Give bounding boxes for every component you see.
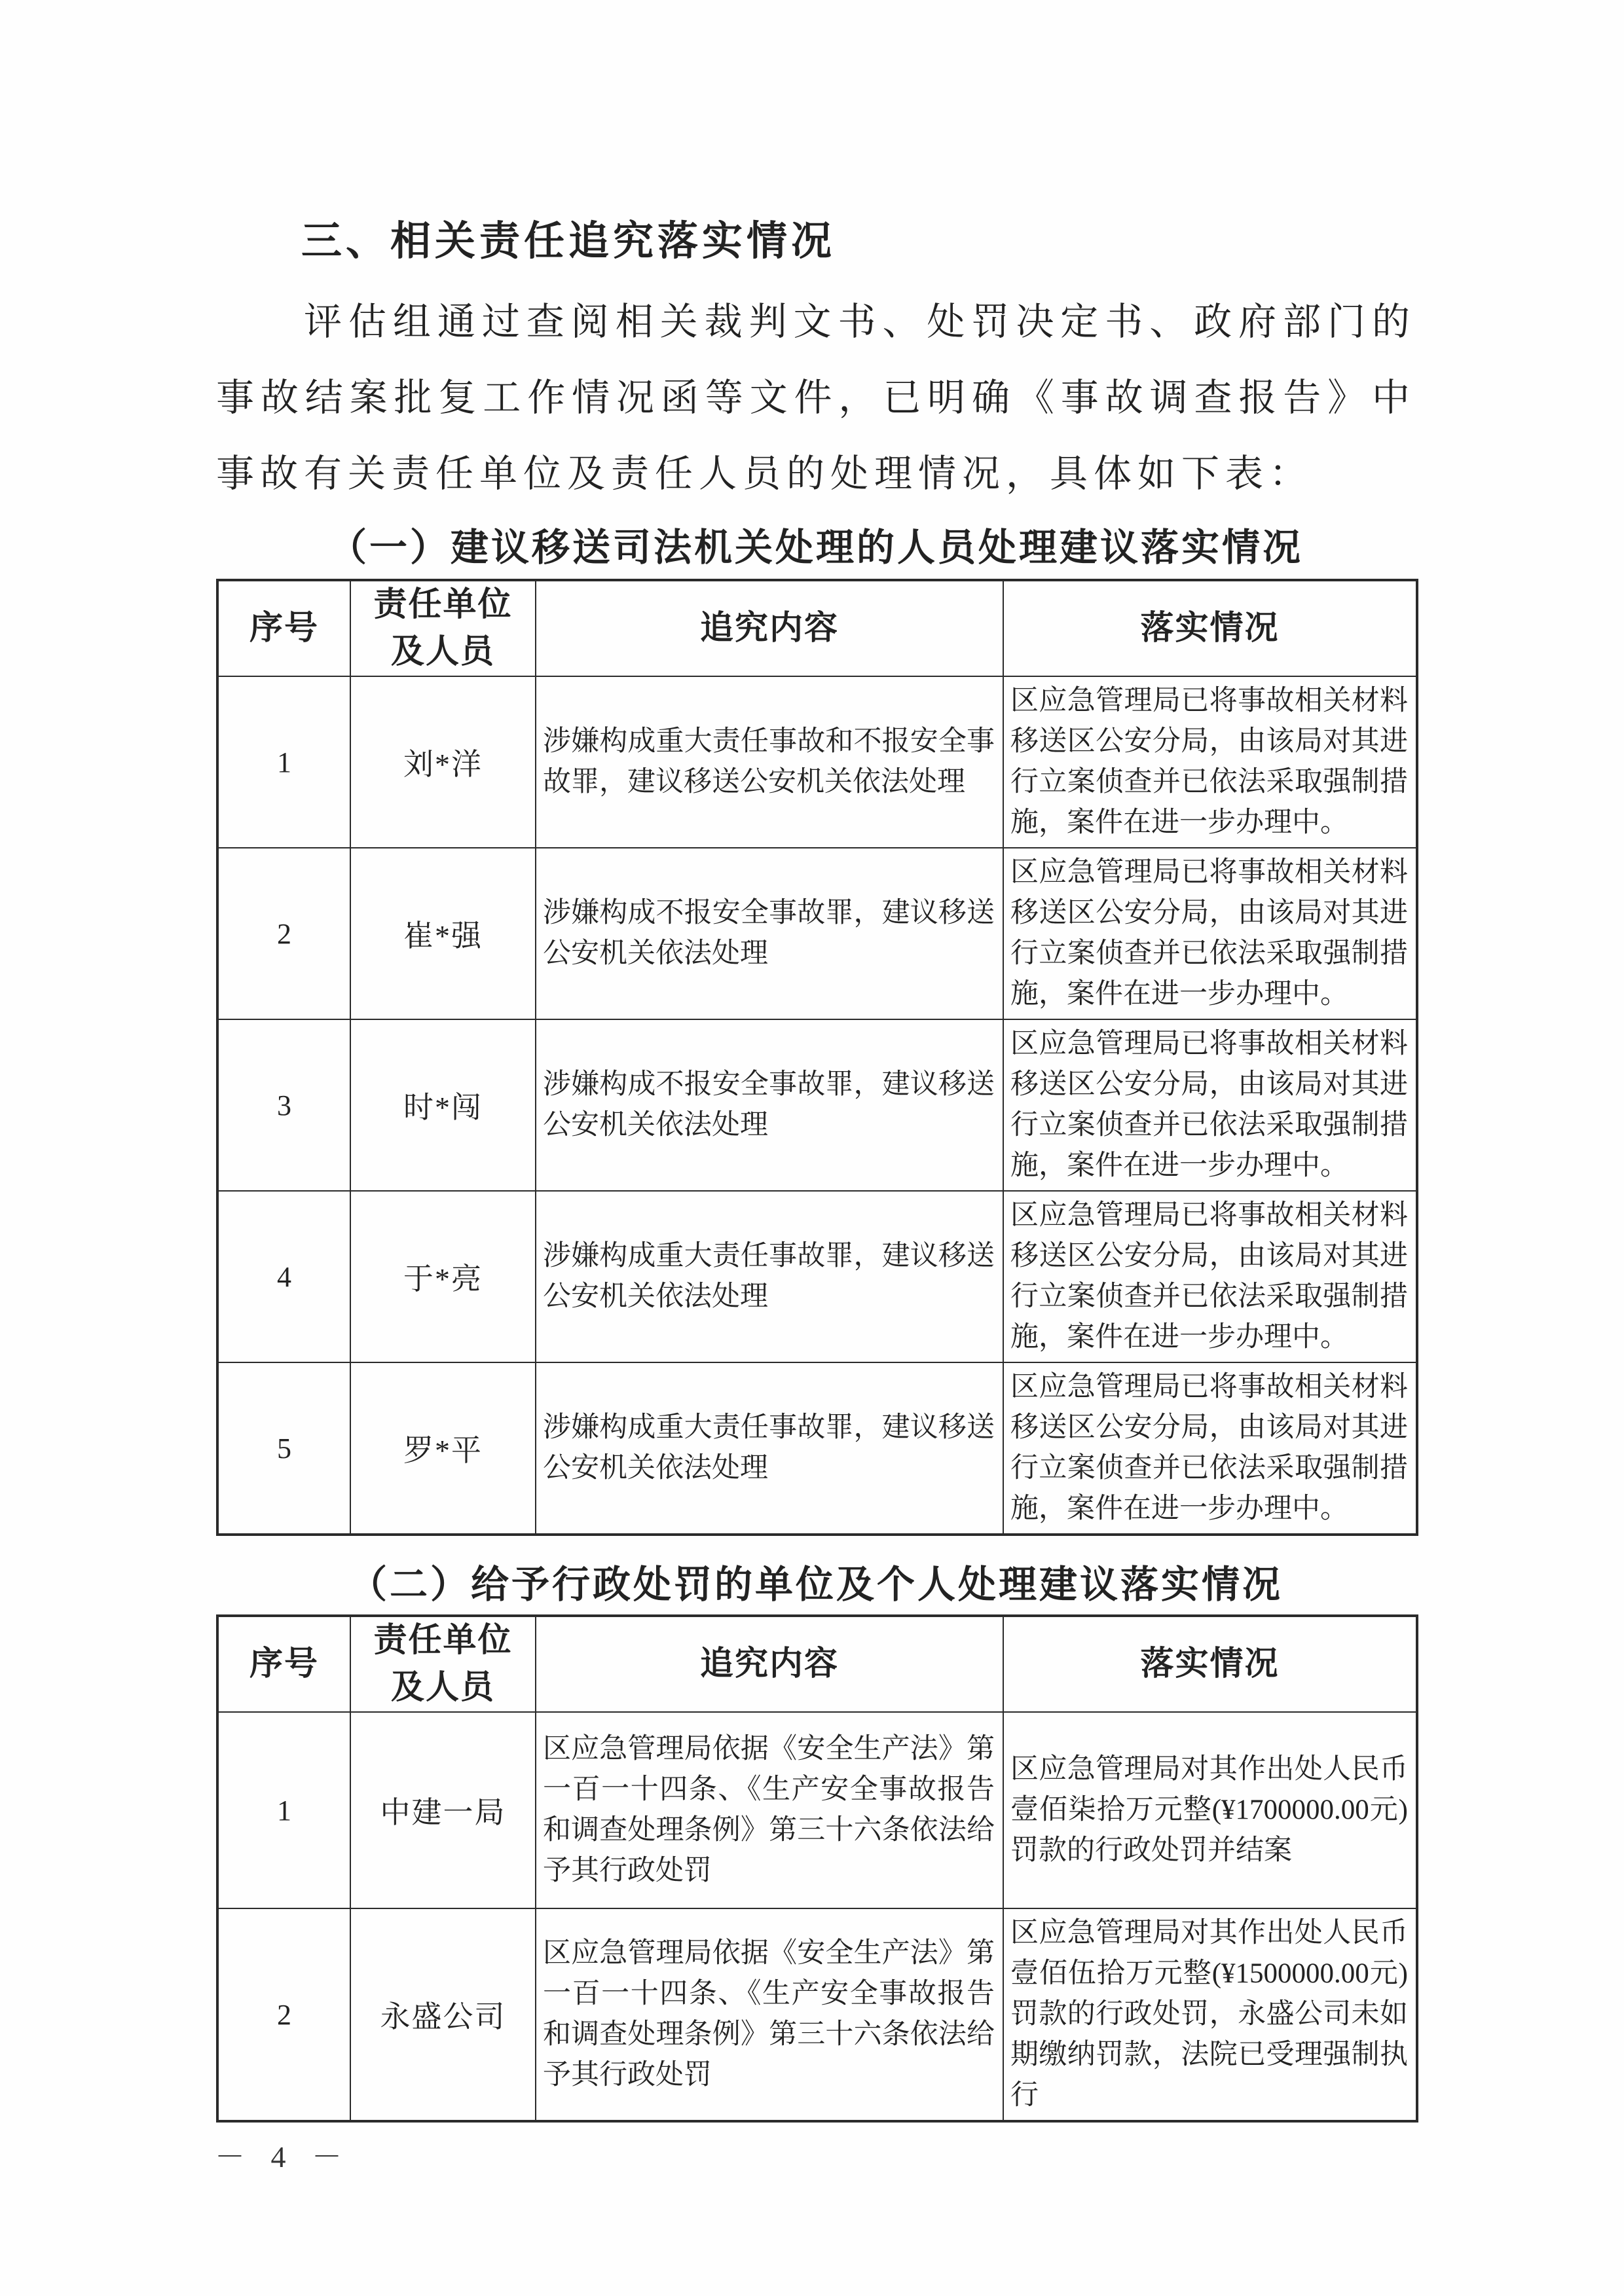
col-header-seq: 序号 — [217, 1616, 350, 1712]
section-title: 三、相关责任追究落实情况 — [301, 219, 836, 264]
cell-party: 中建一局 — [350, 1712, 536, 1908]
table-row — [217, 1712, 1417, 1908]
cell-party: 时*闯 — [350, 1019, 536, 1191]
intro-paragraph: 评估组通过查阅相关裁判文书、处罚决定书、政府部门的事故结案批复工作情况函等文件，已明确《事故调查报告》中事故有关责任单位及责任人员的处理情况，具体如下表： — [216, 301, 1416, 495]
table-header-row — [217, 1616, 1417, 1712]
judicial-transfer-table — [216, 579, 1418, 1536]
cell-status: 区应急管理局已将事故相关材料移送区公安分局，由该局对其进行立案侦查并已依法采取强制措施，案件在进一步办理中。 — [1003, 848, 1417, 1019]
table-row — [217, 1019, 1417, 1191]
table-row — [217, 848, 1417, 1019]
cell-party: 于*亮 — [350, 1191, 536, 1362]
table-row — [217, 1362, 1417, 1535]
cell-status: 区应急管理局已将事故相关材料移送区公安分局，由该局对其进行立案侦查并已依法采取强制措施，案件在进一步办理中。 — [1003, 676, 1417, 848]
col-header-seq: 序号 — [217, 580, 350, 676]
cell-status: 区应急管理局已将事故相关材料移送区公安分局，由该局对其进行立案侦查并已依法采取强制措施，案件在进一步办理中。 — [1003, 1191, 1417, 1362]
cell-status: 区应急管理局已将事故相关材料移送区公安分局，由该局对其进行立案侦查并已依法采取强制措施，案件在进一步办理中。 — [1003, 1019, 1417, 1191]
table-row — [217, 1191, 1417, 1362]
cell-party: 永盛公司 — [350, 1908, 536, 2121]
table-row — [217, 676, 1417, 848]
cell-content: 涉嫌构成重大责任事故罪，建议移送公安机关依法处理 — [536, 1191, 1003, 1362]
cell-seq: 2 — [217, 848, 350, 1019]
table-2-heading: （二）给予行政处罚的单位及个人处理建议落实情况 — [348, 1563, 1283, 1606]
page-number: － 4 － — [215, 2140, 351, 2174]
cell-seq: 5 — [217, 1362, 350, 1535]
cell-status: 区应急管理局对其作出处人民币壹佰伍拾万元整(¥1500000.00元)罚款的行政处罚，永盛公司未如期缴纳罚款，法院已受理强制执行 — [1003, 1908, 1417, 2121]
cell-content: 区应急管理局依据《安全生产法》第一百一十四条、《生产安全事故报告和调查处理条例》第三十六条依法给予其行政处罚 — [536, 1712, 1003, 1908]
cell-seq: 1 — [217, 676, 350, 848]
administrative-penalty-table — [216, 1614, 1418, 2123]
col-header-status: 落实情况 — [1003, 1616, 1417, 1712]
col-header-party: 责任单位及人员 — [350, 580, 536, 676]
col-header-status: 落实情况 — [1003, 580, 1417, 676]
col-header-content: 追究内容 — [536, 1616, 1003, 1712]
cell-party: 刘*洋 — [350, 676, 536, 848]
col-header-content: 追究内容 — [536, 580, 1003, 676]
cell-seq: 4 — [217, 1191, 350, 1362]
cell-content: 涉嫌构成不报安全事故罪，建议移送公安机关依法处理 — [536, 848, 1003, 1019]
cell-seq: 3 — [217, 1019, 350, 1191]
cell-party: 崔*强 — [350, 848, 536, 1019]
cell-content: 涉嫌构成重大责任事故罪，建议移送公安机关依法处理 — [536, 1362, 1003, 1535]
cell-status: 区应急管理局已将事故相关材料移送区公安分局，由该局对其进行立案侦查并已依法采取强制措施，案件在进一步办理中。 — [1003, 1362, 1417, 1535]
cell-seq: 1 — [217, 1712, 350, 1908]
table-header-row — [217, 580, 1417, 676]
document-content — [216, 0, 1416, 2123]
cell-status: 区应急管理局对其作出处人民币壹佰柒拾万元整(¥1700000.00元)罚款的行政处罚并结案 — [1003, 1712, 1417, 1908]
cell-seq: 2 — [217, 1908, 350, 2121]
cell-content: 涉嫌构成重大责任事故和不报安全事故罪，建议移送公安机关依法处理 — [536, 676, 1003, 848]
cell-content: 涉嫌构成不报安全事故罪，建议移送公安机关依法处理 — [536, 1019, 1003, 1191]
col-header-party: 责任单位及人员 — [350, 1616, 536, 1712]
cell-party: 罗*平 — [350, 1362, 536, 1535]
table-1-heading: （一）建议移送司法机关处理的人员处理建议落实情况 — [328, 526, 1303, 569]
cell-content: 区应急管理局依据《安全生产法》第一百一十四条、《生产安全事故报告和调查处理条例》第三十六条依法给予其行政处罚 — [536, 1908, 1003, 2121]
table-row — [217, 1908, 1417, 2121]
